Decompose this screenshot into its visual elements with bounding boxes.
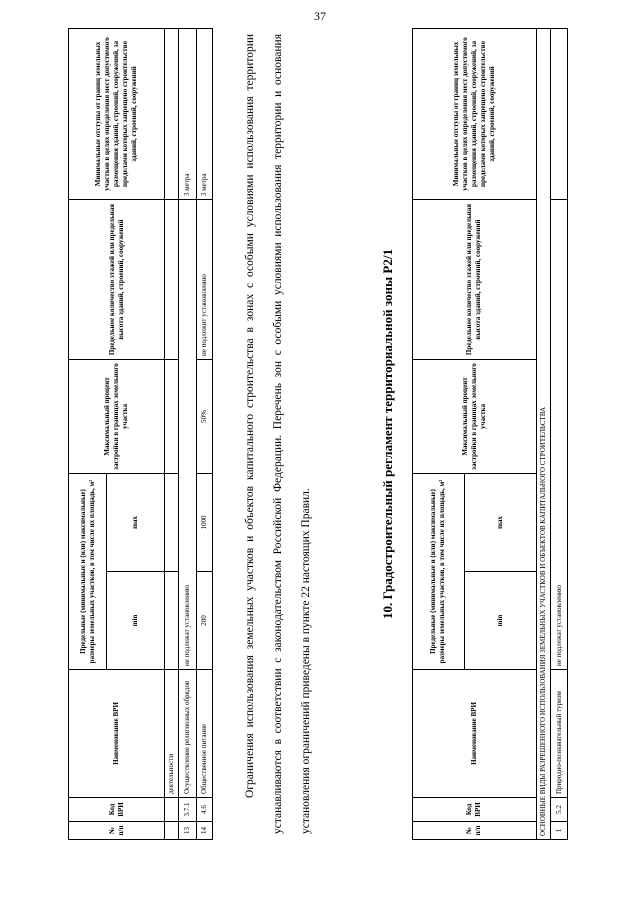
header-code: Код ВРИ [69, 798, 165, 822]
header-offsets: Минимальные отступы от границ земельных участков в целях определения мест допустимого размещения зданий, строений, сооружений, за пределами которых запрещено строительство зданий, строений, сооружений [69, 29, 165, 200]
rotated-page-content [68, 28, 568, 840]
row-percent: 50% [197, 360, 213, 474]
row-code: 4.6 [197, 798, 213, 822]
header-min: min [464, 572, 536, 670]
header-min: min [107, 572, 165, 670]
row-num: 14 [197, 822, 213, 840]
header-percent: Максимальный процент застройки в границах земельного участка [413, 360, 537, 474]
row-min: 200 [197, 572, 213, 670]
header-size-group: Предельные (минимальные и (или) максимальные) размеры земельных участков, в том числе их площадь, м² [69, 474, 107, 670]
header-percent: Максимальный процент застройки в границах земельного участка [69, 360, 165, 474]
page-number: 37 [314, 9, 326, 23]
header-size-group: Предельные (минимальные и (или) максимальные) размеры земельных участков, в том числе их площадь, м² [413, 474, 465, 670]
continuation-cell: деятельности [165, 670, 179, 798]
row-offset: 3 метра [179, 29, 197, 200]
header-num: № п/п [413, 822, 537, 840]
row-sizes: не подлежат установлению [551, 200, 568, 670]
row-code: 3.7.1 [179, 798, 197, 822]
table-row [551, 29, 568, 840]
header-max: max [107, 474, 165, 572]
table-row [197, 29, 213, 840]
restrictions-paragraph: Ограничения использования земельных участков и объектов капитального строительства в зонах с особыми условиями использования территории устанавливаются в соответствии с законодательством Российской Федерации. Перечень зон с особыми условиями использования территории и основания установления ограничений приведены в пункте 22 настоящих Правил. [244, 34, 312, 834]
regulation-table-2 [412, 28, 568, 840]
header-max: max [464, 474, 536, 572]
row-name: Осуществление религиозных обрядов [179, 670, 197, 798]
row-name: Общественное питание [197, 670, 213, 798]
table-row [179, 29, 197, 840]
row-name: Природно-познавательный туризм [551, 670, 568, 798]
row-num: 1 [551, 822, 568, 840]
header-floors: Предельное количество этажей или предельная высота зданий, строений, сооружений [69, 200, 165, 360]
row-floors: не подлежит установлению [197, 200, 213, 360]
row-max: 1000 [197, 474, 213, 572]
header-num: № п/п [69, 822, 165, 840]
regulation-table-1 [68, 28, 213, 840]
row-offset: 3 метра [197, 29, 213, 200]
section-heading: 10. Градостроительный регламент территориальной зоны Р2/1 [380, 249, 395, 619]
header-name: Наименование ВРИ [69, 670, 165, 798]
header-name: Наименование ВРИ [413, 670, 537, 798]
header-code: Код ВРИ [413, 798, 537, 822]
row-code: 5.2 [551, 798, 568, 822]
section-row: ОСНОВНЫЕ ВИДЫ РАЗРЕШЕННОГО ИСПОЛЬЗОВАНИЯ ЗЕМЕЛЬНЫХ УЧАСТКОВ И ОБЪЕКТОВ КАПИТАЛЬНОГО СТРОИТЕЛЬСТВА [536, 29, 550, 840]
header-floors: Предельное количество этажей или предельная высота зданий, строений, сооружений [413, 200, 537, 360]
row-sizes: не подлежат установлению [179, 200, 197, 670]
header-offsets: Минимальные отступы от границ земельных участков в целях определения мест допустимого размещения зданий, строений, сооружений, за пределами которых запрещено строительство зданий, строений, сооружений [413, 29, 537, 200]
row-num: 13 [179, 822, 197, 840]
